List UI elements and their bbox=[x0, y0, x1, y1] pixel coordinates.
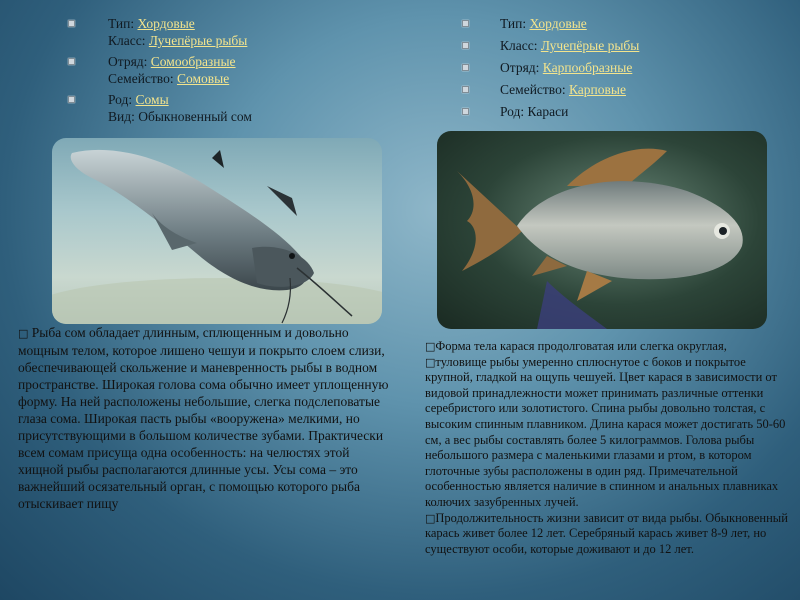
taxonomy-value: Обыкновенный сом bbox=[138, 109, 252, 124]
taxonomy-label: Тип: bbox=[108, 16, 138, 31]
taxonomy-label: Отряд: bbox=[500, 60, 543, 75]
taxonomy-link[interactable]: Хордовые bbox=[529, 16, 587, 31]
taxonomy-label: Тип: bbox=[500, 16, 530, 31]
taxonomy-row bbox=[68, 70, 368, 87]
taxonomy-value: Караси bbox=[527, 104, 569, 119]
taxonomy-row bbox=[68, 32, 368, 49]
taxonomy-label: Семейство: bbox=[500, 82, 569, 97]
taxonomy-row bbox=[68, 15, 368, 32]
crucian-carp-photo bbox=[437, 131, 767, 329]
taxonomy-label: Отряд: bbox=[108, 54, 151, 69]
square-bullet-icon bbox=[68, 20, 75, 27]
catfish-taxonomy bbox=[68, 15, 368, 125]
taxonomy-row bbox=[68, 91, 368, 108]
square-bullet-icon bbox=[68, 96, 75, 103]
taxonomy-label: Класс: bbox=[500, 38, 541, 53]
taxonomy-row bbox=[462, 81, 762, 98]
taxonomy-link[interactable]: Сомообразные bbox=[150, 54, 236, 69]
taxonomy-link[interactable]: Карповые bbox=[568, 82, 626, 97]
crucian-description bbox=[425, 339, 790, 557]
taxonomy-label: Вид: bbox=[108, 109, 139, 124]
taxonomy-link[interactable]: Сомовые bbox=[176, 71, 230, 86]
catfish-photo bbox=[52, 138, 382, 324]
square-bullet-icon bbox=[462, 20, 469, 27]
taxonomy-row bbox=[462, 15, 762, 32]
square-bullet-icon bbox=[462, 86, 469, 93]
taxonomy-label: Род: bbox=[500, 104, 528, 119]
taxonomy-link[interactable]: Хордовые bbox=[137, 16, 195, 31]
crucian-paragraph-2: туловище рыбы умеренно сплюснутое с боков и покрытое крупной, гладкой на ощупь чешуей. Цвет карася в зависимости от видовой принадлежности может принимать различные оттенки серебристого или золотистого. Спина рыбы довольно толстая, с высоким спинным плавником. Длина карася может достигать 50-60 см, а вес рыбы составлять более 5 килограммов. Голова рыбы небольшого размера с маленькими глазами и ртом, в котором глоточные зубы расположены в один ряд. Примечательной особенностью является наличие в спинном и анальных плавниках колючих зазубренных лучей. bbox=[425, 354, 786, 509]
catfish-illustration bbox=[52, 138, 382, 324]
square-bullet-icon bbox=[462, 108, 469, 115]
bullet-icon: □ bbox=[425, 355, 436, 369]
catfish-description-text: Рыба сом обладает длинным, сплющенным и довольно мощным телом, которое лишено чешуи и покрыто слоем слизи, обеспечивающей скольжение и маневренность рыбы в водном пространстве. Широкая голова сома обычно имеет уплощенную форму. На ней расположены небольшие, слегка подслеповатые глаза сома. Широкая пасть рыбы «вооружена» мелкими, но присутствующими в большом количестве зубами. Практически всем сомам присуща одна особенность: на челюстях этой хищной рыбы располагаются длинные усы. Усы сома – это важнейший осязательный орган, с помощью которого рыба отыскивает пищу bbox=[18, 325, 389, 511]
taxonomy-row bbox=[462, 59, 762, 76]
bullet-icon: □ bbox=[425, 511, 436, 525]
taxonomy-label: Класс: bbox=[108, 33, 149, 48]
crucian-carp-illustration bbox=[437, 131, 767, 329]
taxonomy-row bbox=[462, 37, 762, 54]
taxonomy-row bbox=[68, 53, 368, 70]
square-bullet-icon bbox=[462, 64, 469, 71]
taxonomy-link[interactable]: Лучепёрые рыбы bbox=[148, 33, 248, 48]
taxonomy-label: Род: bbox=[108, 92, 136, 107]
bullet-icon: □ bbox=[18, 327, 29, 340]
square-bullet-icon bbox=[68, 58, 75, 65]
taxonomy-row bbox=[462, 103, 762, 120]
taxonomy-label: Семейство: bbox=[108, 71, 177, 86]
taxonomy-link[interactable]: Сомы bbox=[135, 92, 169, 107]
catfish-description bbox=[18, 324, 393, 512]
square-bullet-icon bbox=[462, 42, 469, 49]
crucian-paragraph-3: Продолжительность жизни зависит от вида рыбы. Обыкновенный карась живет более 12 лет. Серебряный карась живет 8-9 лет, но существуют особи, которые доживают и до 12 лет. bbox=[425, 510, 788, 556]
taxonomy-row bbox=[68, 108, 368, 125]
bullet-icon: □ bbox=[425, 340, 436, 353]
crucian-taxonomy bbox=[462, 15, 762, 125]
crucian-paragraph-1: Форма тела карася продолговатая или слегка округлая, bbox=[435, 339, 727, 353]
taxonomy-link[interactable]: Карпообразные bbox=[542, 60, 633, 75]
taxonomy-link[interactable]: Лучепёрые рыбы bbox=[540, 38, 640, 53]
